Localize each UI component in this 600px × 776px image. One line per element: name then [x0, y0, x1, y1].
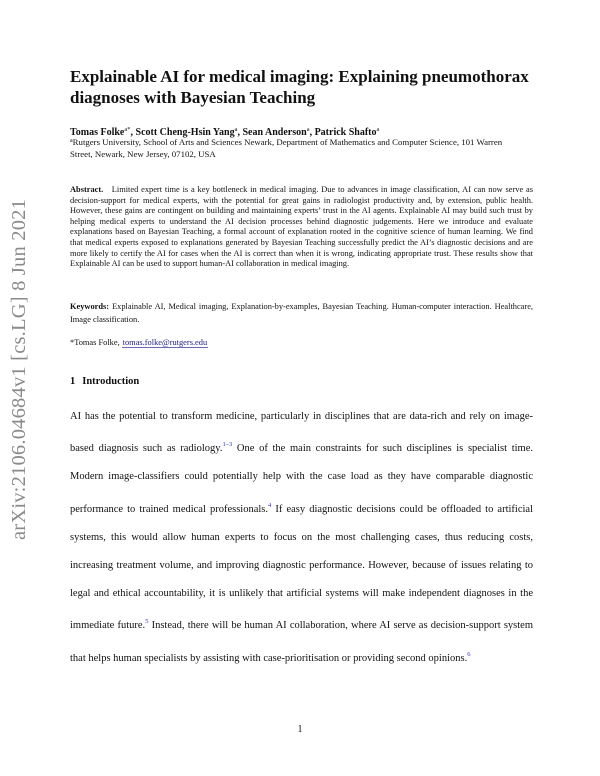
affiliation-mark: a: [70, 138, 73, 144]
author-list: Tomas Folke$^{a*}$, Scott Cheng-Hsin Yang$^a$, Sean Anderson$^a$, Patrick Shafto$^a$: [70, 126, 380, 138]
keywords: [70, 301, 533, 326]
author-name: Scott Cheng-Hsin Yang: [135, 127, 235, 138]
affiliation-text: Rutgers University, School of Arts and Sciences Newark, Department of Mathematics and Computer Science, 101 Warren Street, Newark, New Jersey, 07102, USA: [70, 137, 503, 159]
keywords-text: Explainable AI, Medical imaging, Explanation-by-examples, Bayesian Teaching. Human-computer interaction. Healthcare, Image classification.: [70, 302, 533, 324]
author-affiliation-mark: a: [234, 126, 238, 133]
citation-link[interactable]: 1–3: [222, 441, 233, 449]
introduction-paragraph: [70, 403, 533, 673]
author-affiliation-mark: a*: [124, 126, 131, 133]
citation-link[interactable]: 5: [145, 618, 149, 626]
affiliation: [70, 136, 525, 160]
citation-link[interactable]: 4: [268, 501, 272, 509]
paper-title: Explainable AI for medical imaging: Explaining pneumothorax diagnoses with Bayesian Teaching: [70, 67, 529, 107]
abstract-text: Limited expert time is a key bottleneck in medical imaging. Due to advances in image classification, AI can now serve as decision-support for medical experts, with the potential for great gains in radiologist productivity and, by extension, public health. However, these gains are contingent on building and maintaining experts’ trust in the AI agents. Explainable AI may build such trust by helping medical experts to understand the AI decision processes behind diagnostic judgements. Here we introduce and evaluate explanations based on Bayesian Teaching, a formal account of explanation rooted in the cognitive science of human learning. We find that medical experts exposed to explanations generated by Bayesian Teaching successfully predict the AI’s diagnostic decisions and are more likely to certify the AI for cases when the AI is correct than when it is wrong, indicating appropriate trust. These results show that Explainable AI can be used to support human-AI collaboration in medical imaging.: [70, 185, 534, 269]
body-text-segment: Instead, there will be human AI collaboration, where AI serve as decision-support system that helps human specialists by assisting with case-prioritisation or providing second opinions.: [70, 620, 534, 664]
email-link[interactable]: tomas.folke@rutgers.edu: [122, 338, 208, 347]
section-heading: [70, 376, 139, 387]
author-affiliation-mark: a: [376, 126, 380, 133]
author-affiliation-mark: a: [306, 126, 310, 133]
body-text-segment: If easy diagnostic decisions could be offloaded to artificial systems, this would allow human experts to focus on the most challenging cases, thus reducing costs, increasing treatment volume, and improving diagnostic performance. However, because of issues relating to legal and ethical accountability, it is unlikely that artificial systems will make independent diagnoses in the immediate future.: [70, 503, 533, 632]
citation-link[interactable]: 6: [467, 650, 471, 658]
arxiv-identifier-stamp[interactable]: arXiv:2106.04684v1 [cs.LG] 8 Jun 2021: [8, 198, 30, 540]
abstract: [70, 185, 533, 270]
abstract-label: Abstract.: [70, 185, 104, 194]
keywords-label: Keywords:: [70, 302, 110, 311]
page-number: 1: [297, 724, 303, 735]
body-text-segment: AI has the potential to transform medicine, particularly in disciplines that are data-rich and rely on image-based diagnosis such as radiology.: [70, 411, 533, 455]
correspondence-note: [70, 337, 533, 348]
author-name: Tomas Folke: [70, 127, 125, 138]
section-number: 1: [70, 376, 76, 387]
correspondence-prefix: *Tomas Folke,: [70, 338, 120, 347]
body-text-segment: One of the main constraints for such disciplines is specialist time. Modern image-classifiers could potentially help with the case load as they have comparable diagnostic performance to trained medical professionals.: [70, 443, 533, 515]
author-name: Sean Anderson: [242, 127, 307, 138]
author-name: Patrick Shafto: [314, 127, 377, 138]
section-title: Introduction: [82, 376, 140, 387]
